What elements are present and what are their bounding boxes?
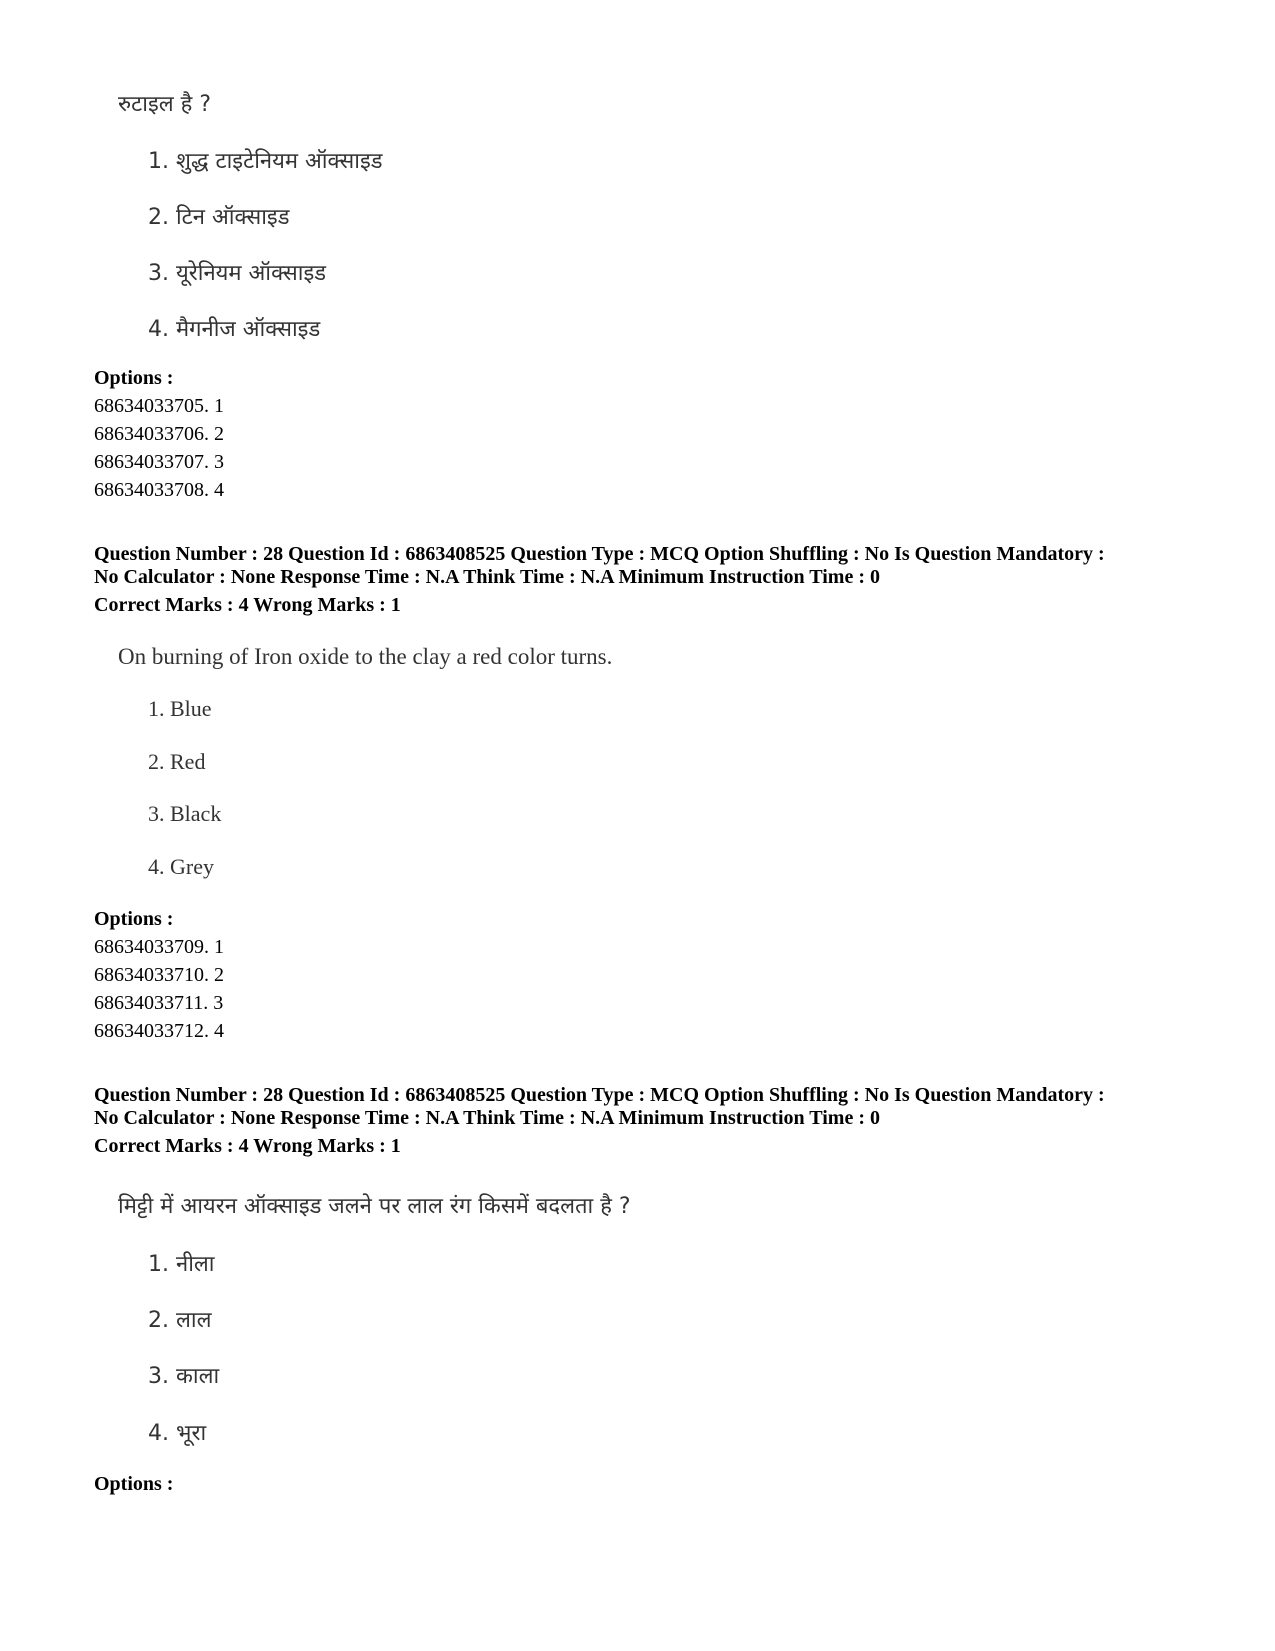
question-meta-line: No Calculator : None Response Time : N.A Think Time : N.A Minimum Instruction Time : 0 [94, 1107, 880, 1129]
question-option: 4. Grey [148, 854, 214, 879]
question-option: 4. भूरा [148, 1421, 207, 1446]
question-stem: On burning of Iron oxide to the clay a red color turns. [118, 644, 613, 669]
option-id-line: 68634033708. 4 [94, 479, 224, 501]
question-meta-line: Question Number : 28 Question Id : 6863408525 Question Type : MCQ Option Shuffling : No Is Question Mandatory : [94, 543, 1105, 565]
question-option: 3. काला [148, 1364, 220, 1389]
question-meta-line: No Calculator : None Response Time : N.A Think Time : N.A Minimum Instruction Time : 0 [94, 566, 880, 588]
option-id-line: 68634033706. 2 [94, 423, 224, 445]
option-id-line: 68634033711. 3 [94, 992, 224, 1014]
option-id-line: 68634033709. 1 [94, 936, 224, 958]
question-option: 2. Red [148, 749, 206, 774]
options-heading: Options : [94, 908, 174, 930]
question-option: 2. लाल [148, 1308, 212, 1333]
question-marks: Correct Marks : 4 Wrong Marks : 1 [94, 1135, 401, 1157]
question-option: 1. शुद्ध टाइटेनियम ऑक्साइड [148, 149, 383, 174]
option-id-line: 68634033712. 4 [94, 1020, 224, 1042]
question-option: 3. Black [148, 801, 222, 826]
question-option: 1. नीला [148, 1252, 215, 1277]
question-option: 1. Blue [148, 696, 212, 721]
options-heading: Options : [94, 367, 174, 389]
question-meta-line: Question Number : 28 Question Id : 6863408525 Question Type : MCQ Option Shuffling : No Is Question Mandatory : [94, 1084, 1105, 1106]
question-option: 3. यूरेनियम ऑक्साइड [148, 261, 327, 286]
question-option: 2. टिन ऑक्साइड [148, 205, 290, 230]
question-marks: Correct Marks : 4 Wrong Marks : 1 [94, 594, 401, 616]
options-heading: Options : [94, 1473, 174, 1495]
option-id-line: 68634033710. 2 [94, 964, 224, 986]
question-stem: रुटाइल है ? [118, 92, 212, 117]
question-stem: मिट्टी में आयरन ऑक्साइड जलने पर लाल रंग किसमें बदलता है ? [118, 1194, 631, 1219]
option-id-line: 68634033705. 1 [94, 395, 224, 417]
option-id-line: 68634033707. 3 [94, 451, 224, 473]
question-option: 4. मैगनीज ऑक्साइड [148, 317, 321, 342]
